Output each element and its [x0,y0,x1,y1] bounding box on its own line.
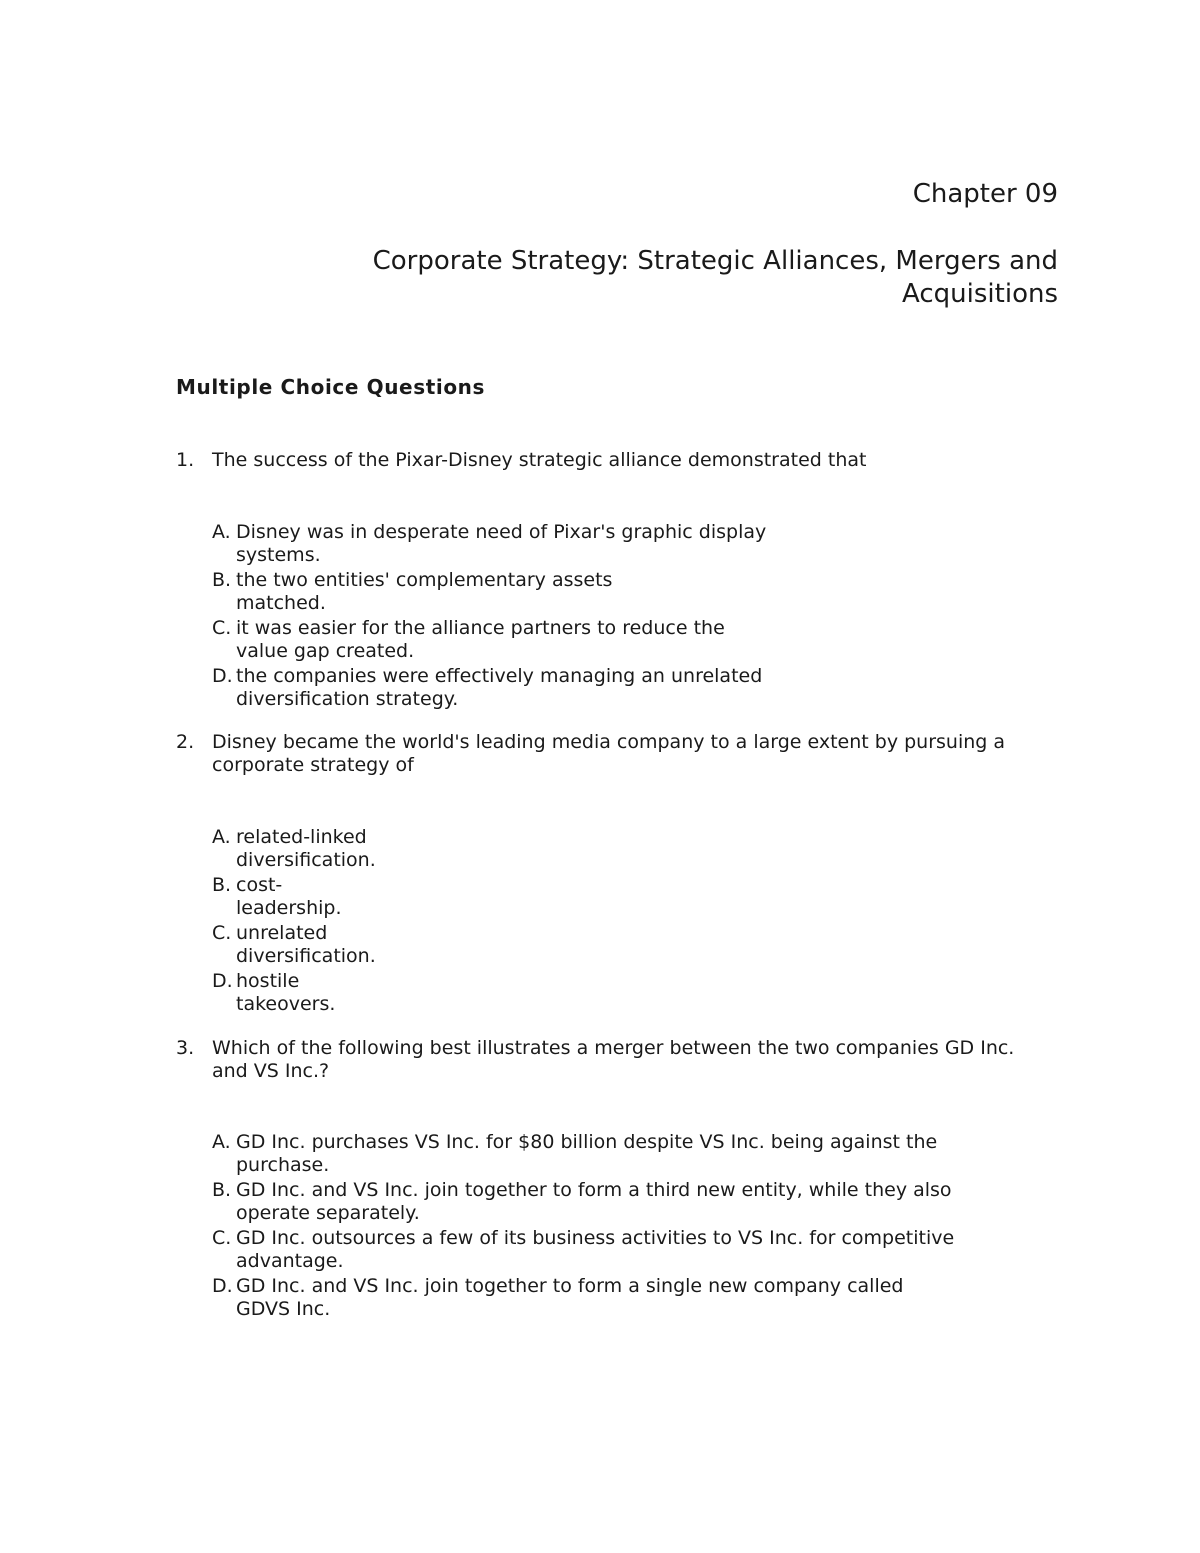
option-letter: C. [212,922,232,944]
option-b [212,569,636,615]
question-text: The success of the Pixar-Disney strategic alliance demonstrated that [212,449,867,471]
option-letter: A. [212,826,231,848]
section-heading: Multiple Choice Questions [176,375,486,399]
question-1 [176,449,1056,710]
option-d [212,970,387,1016]
option-text: GD Inc. and VS Inc. join together to form a single new company called GDVS Inc. [236,1275,904,1320]
option-letter: B. [212,569,232,591]
question-number: 1. [176,449,195,471]
option-letter: A. [212,521,231,543]
option-letter: C. [212,617,232,639]
option-b [212,874,342,920]
question-stem [176,449,1056,472]
option-text: GD Inc. outsources a few of its business activities to VS Inc. for competitive advantage. [236,1227,955,1272]
option-letter: B. [212,874,232,896]
option-text: the two entities' complementary assets matched. [236,569,613,614]
option-text: hostile takeovers. [236,970,336,1015]
option-c [212,922,387,968]
option-text: related-linked diversification. [236,826,376,871]
option-letter: B. [212,1179,232,1201]
question-text: Which of the following best illustrates a merger between the two companies GD Inc. and VS Inc.? [212,1037,1015,1082]
option-b [212,1179,972,1225]
option-letter: C. [212,1227,232,1249]
chapter-title [298,245,1058,311]
option-text: cost-leadership. [236,874,342,919]
question-text: Disney became the world's leading media company to a large extent by pursuing a corporate strategy of [212,731,1006,776]
option-text: GD Inc. purchases VS Inc. for $80 billion despite VS Inc. being against the purchase. [236,1131,938,1176]
option-text: Disney was in desperate need of Pixar's graphic display systems. [236,521,767,566]
option-letter: D. [212,1275,233,1297]
option-list [212,1131,972,1323]
option-a [212,521,772,567]
chapter-title-line-1: Corporate Strategy: Strategic Alliances, Mergers and [372,246,1058,276]
option-text: the companies were effectively managing an unrelated diversification strategy. [236,665,763,710]
option-d [212,1275,956,1321]
option-c [212,1227,972,1273]
option-letter: A. [212,1131,231,1153]
question-number: 3. [176,1037,195,1059]
option-text: it was easier for the alliance partners to reduce the value gap created. [236,617,725,662]
option-c [212,617,772,663]
option-letter: D. [212,970,233,992]
question-stem [176,1037,1056,1083]
option-text: GD Inc. and VS Inc. join together to form a third new entity, while they also operate separately. [236,1179,952,1224]
chapter-title-line-2: Acquisitions [902,279,1058,309]
chapter-label: Chapter 09 [912,179,1058,209]
option-a [212,826,387,872]
option-d [212,665,772,711]
option-list [212,826,387,1018]
question-stem [176,731,1056,777]
question-2 [176,731,1056,1015]
option-a [212,1131,972,1177]
option-list [212,521,772,713]
option-text: unrelated diversification. [236,922,376,967]
question-3 [176,1037,1056,1320]
question-number: 2. [176,731,195,753]
option-letter: D. [212,665,233,687]
